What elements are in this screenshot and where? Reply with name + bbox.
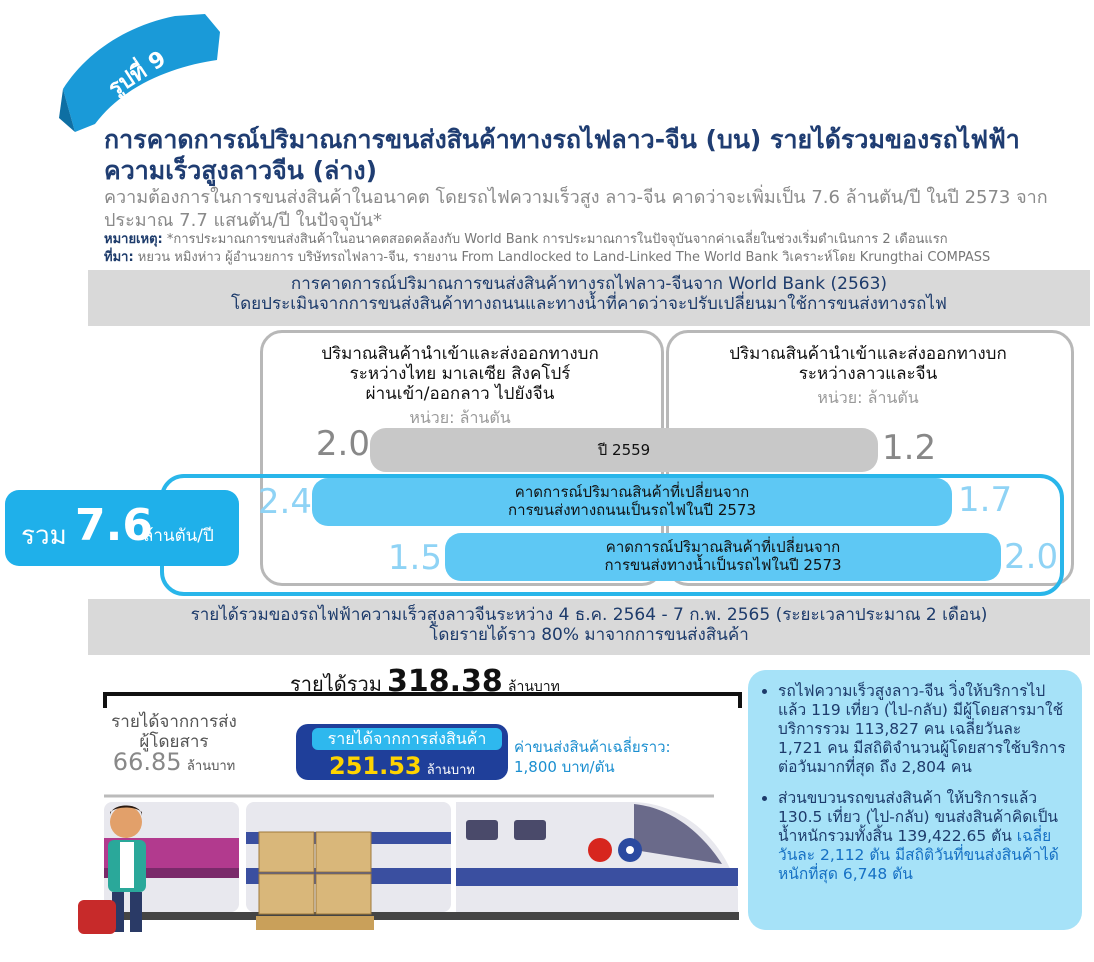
row1-bar [370,428,878,472]
passenger-value: 66.85 [112,748,182,776]
source-label: ที่มา: [104,250,134,265]
revenue-band [88,599,1090,655]
row3-right-value: 2.0 [1004,537,1059,577]
right-unit: หน่วย: ล้านตัน [817,388,919,407]
left-unit: หน่วย: ล้านตัน [409,408,511,427]
passenger-unit: ล้านบาท [186,759,236,774]
avg-freight-value: 1,800 บาท/ตัน [514,758,615,776]
forecast-band-line2: โดยประเมินจากการขนส่งสินค้าทางถนนและทางน้ำที่คาดว่าจะปรับเปลี่ยนมาใช้การขนส่งทางรถไฟ [231,294,947,314]
revenue-band-line1: รายได้รวมของรถไฟฟ้าความเร็วสูงลาวจีนระหว่าง 4 ธ.ค. 2564 - 7 ก.พ. 2565 (ระยะเวลาประมาณ 2 เดือน) [190,605,988,625]
row3-label-line1: คาดการณ์ปริมาณสินค้าที่เปลี่ยนจาก [605,538,841,556]
cargo-revenue-value: 251.53 [329,752,422,780]
passenger-label-line2: ผู้โดยสาร [139,732,209,752]
left-column-header [270,344,650,404]
avg-freight-label: ค่าขนส่งสินค้าเฉลี่ยราว: [514,738,671,756]
china-flag-icon [588,838,612,862]
stats-bullet-cargo-b: เฉลี่ยวันละ 2,112 ตัน มีสถิติวันที่ขนส่งสินค้าได้หนักที่สุด 6,748 ตัน [778,827,1059,883]
passenger-revenue [104,712,244,777]
right-header-line2: ระหว่างลาวและจีน [798,364,938,384]
page-subtitle: ความต้องการในการขนส่งสินค้าในอนาคต โดยรถไฟความเร็วสูง ลาว-จีน คาดว่าจะเพิ่มเป็น 7.6 ล้านตัน/ปี ในปี 2573 จากประมาณ 7.7 แสนตัน/ปี ในปัจจุบัน* [104,187,1048,231]
left-header-line3: ผ่านเข้า/ออกลาว ไปยังจีน [365,384,555,404]
row2-bar [312,478,952,526]
row1-label: ปี 2559 [597,441,651,459]
passenger-label-line1: รายได้จากการส่ง [111,712,237,732]
stats-bullet-cargo-a: ส่วนขบวนรถขนส่งสินค้า ให้บริการแล้ว 130.5 เที่ยว (ไป-กลับ) ขนส่งสินค้าคิดเป็นน้ำหนักรวมทั้งสิ้น 139,422.65 ตัน [778,789,1059,845]
row1-left-value: 2.0 [315,424,370,464]
note-text: *การประมาณการขนส่งสินค้าในอนาคตสอดคล้องกับ World Bank การประมาณการในปัจจุบันจากค่าเฉลี่ยในช่วงเริ่มดำเนินการ 2 เดือนแรก [166,232,948,247]
figure-badge [55,14,220,132]
total-value: 7.6 [75,500,153,551]
notes [104,231,1084,267]
revenue-band-line2: โดยรายได้ราว 80% มาจากการขนส่งสินค้า [429,625,749,645]
avg-freight-cost [514,737,714,777]
left-header-line2: ระหว่างไทย มาเลเซีย สิงคโปร์ [349,364,571,384]
revenue-total-label: รายได้รวม [290,672,382,696]
total-prefix: รวม [21,521,67,551]
row2-right-value: 1.7 [958,480,1013,520]
right-header-line1: ปริมาณสินค้านำเข้าและส่งออกทางบก [729,344,1007,364]
stats-bullet-cargo [778,789,1068,884]
page-title: การคาดการณ์ปริมาณการขนส่งสินค้าทางรถไฟลาว-จีน (บน) รายได้รวมของรถไฟฟ้าความเร็วสูงลาวจีน (ล่าง) [104,125,1020,185]
forecast-band [88,270,1090,326]
row2-label-line1: คาดการณ์ปริมาณสินค้าที่เปลี่ยนจาก [514,483,750,501]
row1-right-value: 1.2 [882,428,937,468]
revenue-bracket [100,688,748,712]
figure-badge-text: รูปที่ 9 [104,46,171,102]
row2-left-value: 2.4 [257,482,312,522]
revenue-total-unit: ล้านบาท [507,679,560,695]
train-illustration [74,780,750,950]
row3-label-line2: การขนส่งทางน้ำเป็นรถไฟในปี 2573 [604,556,842,574]
row3-left-value: 1.5 [387,538,442,578]
left-header-line1: ปริมาณสินค้านำเข้าและส่งออกทางบก [321,344,599,364]
cargo-revenue-amount [302,752,502,780]
passenger-person-icon [78,806,146,935]
total-unit: ล้านตัน/ปี [143,526,214,546]
row2-label-line2: การขนส่งทางถนนเป็นรถไฟในปี 2573 [507,501,757,519]
note-label: หมายเหตุ: [104,232,163,247]
stats-bullet-passenger: • รถไฟความเร็วสูงลาว-จีน วิ่งให้บริการไปแล้ว 119 เที่ยว (ไป-กลับ) มีผู้โดยสารมาใช้บริการรวม 113,827 คน เฉลี่ยวันละ 1,721 คน มีสถิติจำนวนผู้โดยสารใช้บริการต่อวันมากที่สุด ถึง 2,804 คน [778,682,1068,777]
cargo-revenue-label: รายได้จากการส่งสินค้า [312,728,502,750]
cargo-revenue-unit: ล้านบาท [426,763,475,778]
total-forecast-box [5,490,239,566]
train-stats-bubble [748,670,1082,930]
row3-bar [445,533,1001,581]
source-text: หยวน หมิงห่าว ผู้อำนวยการ บริษัทรถไฟลาว-จีน, รายงาน From Landlocked to Land-Linked The World Bank วิเคราะห์โดย Krungthai COMPASS [137,250,991,265]
revenue-total-value: 318.38 [387,664,503,699]
forecast-band-line1: การคาดการณ์ปริมาณการขนส่งสินค้าทางรถไฟลาว-จีนจาก World Bank (2563) [290,274,888,294]
right-column-header [676,344,1060,384]
